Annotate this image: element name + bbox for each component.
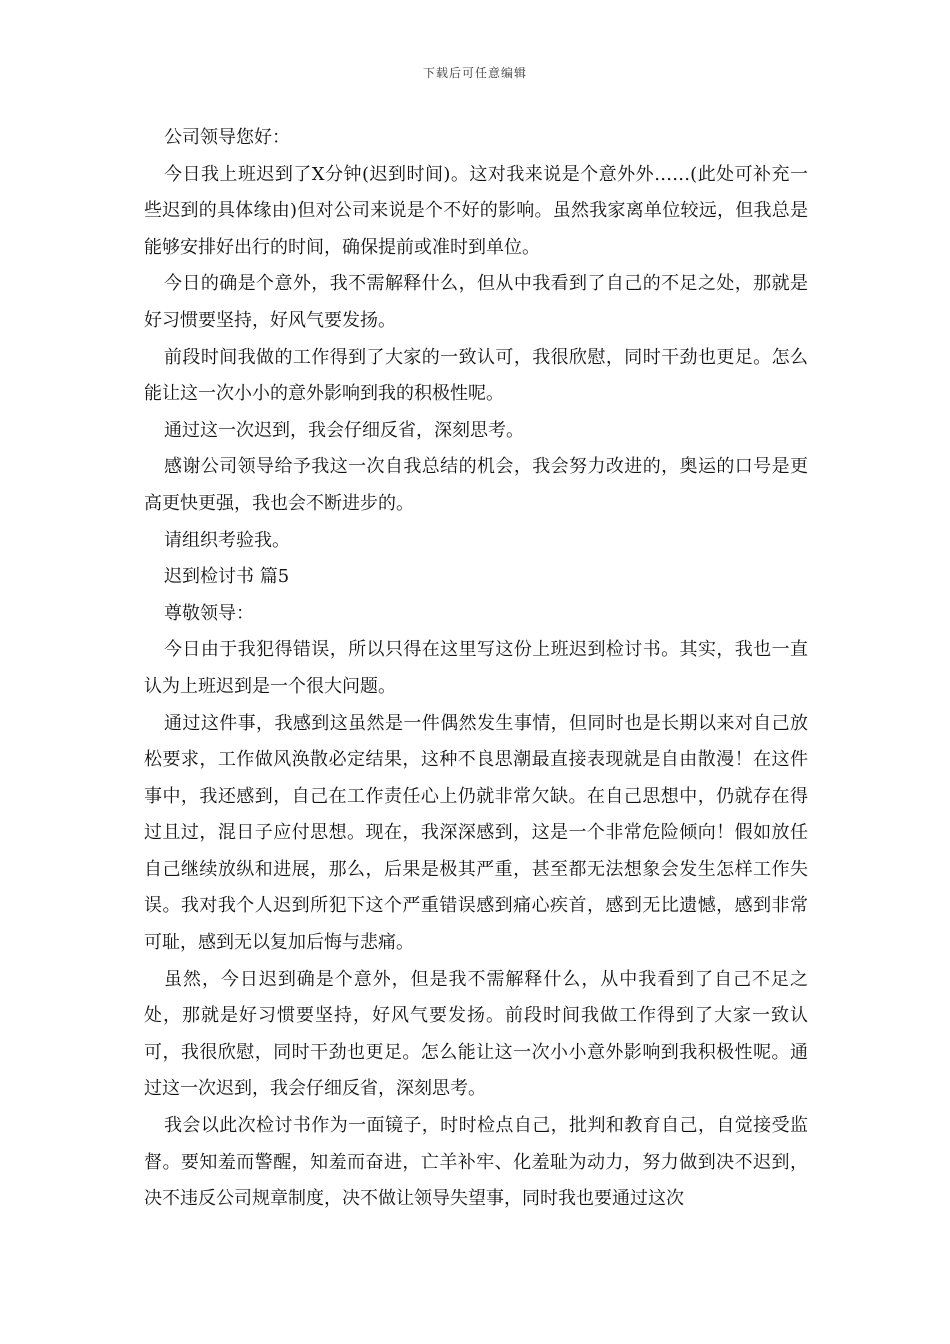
paragraph-5: 感谢公司领导给予我这一次自我总结的机会，我会努力改进的，奥运的口号是更高更快更强，我也会不断进步的。 [144, 456, 808, 514]
page-header: 下载后可任意编辑 [422, 66, 527, 80]
paragraph-3: 前段时间我做的工作得到了大家的一致认可，我很欣慰，同时干劲也更足。怎么能让这一次小小的意外影响到我的积极性呢。 [144, 346, 808, 405]
paragraph-1: 今日我上班迟到了X分钟(迟到时间)。这对我来说是个意外外……(此处可补充一些迟到的具体缘由)但对公司来说是个不好的影响。虽然我家离单位较远，但我总是能够安排好出行的时间，确保提前或准时到单位。 [144, 163, 808, 258]
section-title: 迟到检讨书 篇5 [164, 566, 290, 588]
paragraph-9: 虽然，今日迟到确是个意外，但是我不需解释什么，从中我看到了自己不足之处，那就是好习惯要坚持，好风气要发扬。前段时间我做工作得到了大家一致认可，我很欣慰，同时干劲也更足。怎么能让这一次小小意外影响到我积极性呢。通过这一次迟到，我会仔细反省，深刻思考。 [144, 968, 808, 1100]
document-body [144, 120, 808, 1218]
paragraph-6: 请组织考验我。 [164, 529, 290, 551]
paragraph-greeting-1: 公司领导您好： [164, 127, 290, 148]
paragraph-8: 通过这件事，我感到这虽然是一件偶然发生事情，但同时也是长期以来对自己放松要求，工作做风涣散必定结果，这种不良思潮最直接表现就是自由散漫！在这件事中，我还感到，自己在工作责任心上仍就非常欠缺。在自己思想中，仍就存在得过且过，混日子应付思想。现在，我深深感到，这是一个非常危险倾向！假如放任自己继续放纵和进展，那么，后果是极其严重，甚至都无法想象会发生怎样工作失误。我对我个人迟到所犯下这个严重错误感到痛心疾首，感到无比遗憾，感到非常可耻，感到无以复加后悔与悲痛。 [144, 712, 808, 954]
paragraph-2: 今日的确是个意外，我不需解释什么，但从中我看到了自己的不足之处，那就是好习惯要坚持，好风气要发扬。 [144, 273, 808, 331]
paragraph-10: 我会以此次检讨书作为一面镜子，时时检点自己，批判和教育自己，自觉接受监督。要知羞而警醒，知羞而奋进，亡羊补牢、化羞耻为动力，努力做到决不迟到，决不违反公司规章制度，决不做让领导失望事，同时我也要通过这次 [144, 1115, 808, 1210]
paragraph-4: 通过这一次迟到，我会仔细反省，深刻思考。 [164, 419, 524, 441]
paragraph-7: 今日由于我犯得错误，所以只得在这里写这份上班迟到检讨书。其实，我也一直认为上班迟到是一个很大问题。 [144, 639, 808, 697]
paragraph-greeting-2: 尊敬领导： [164, 602, 254, 624]
